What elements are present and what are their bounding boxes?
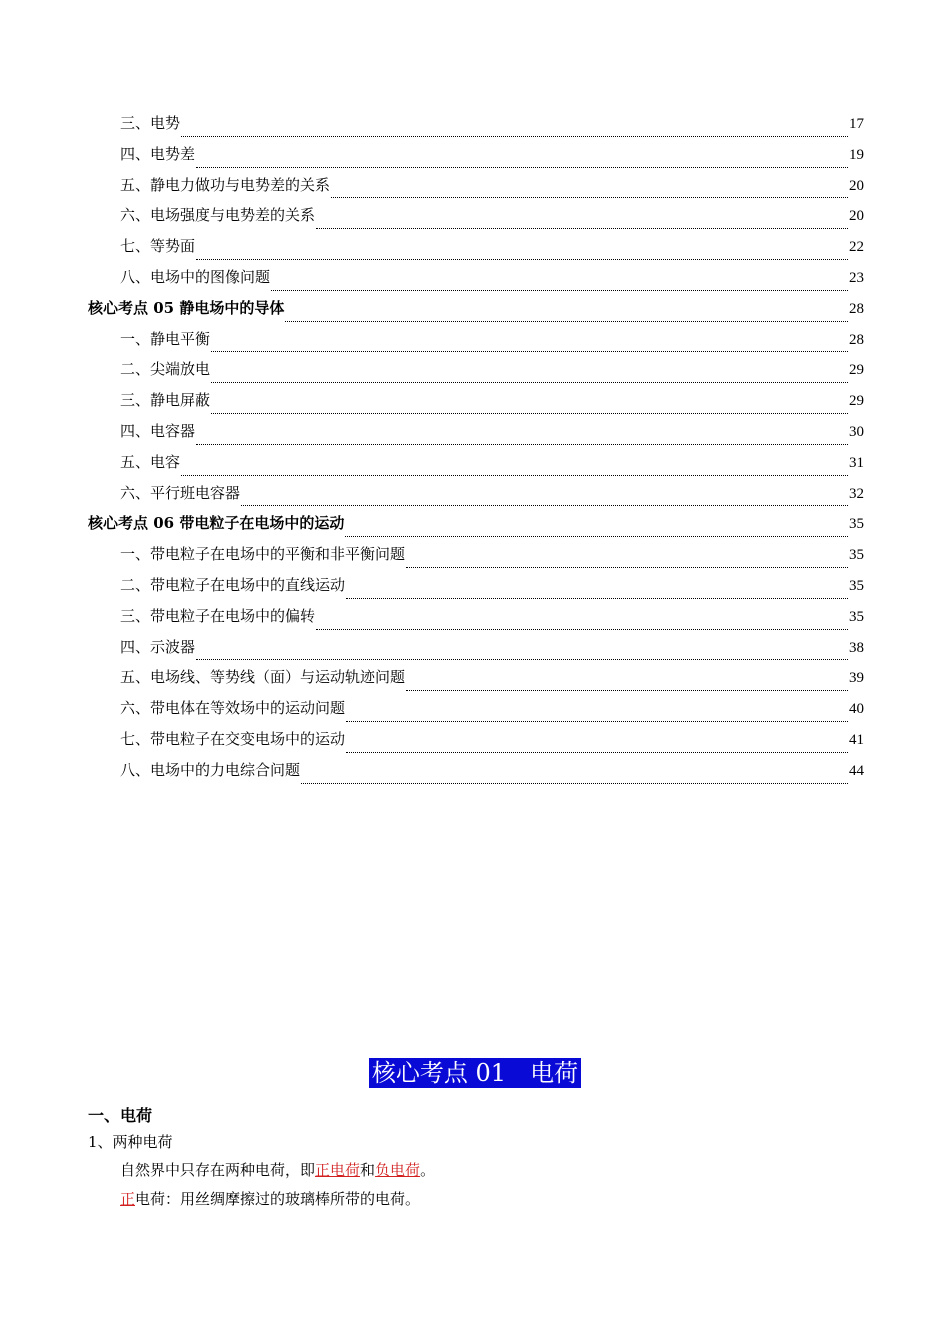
toc-entry[interactable] xyxy=(88,666,864,697)
toc-entry[interactable] xyxy=(88,358,864,389)
toc-page-number: 17 xyxy=(849,116,864,132)
toc-page-number: 40 xyxy=(849,701,864,718)
toc-entry[interactable] xyxy=(88,759,864,790)
toc-page-number: 28 xyxy=(849,331,864,348)
toc-page-number: 35 xyxy=(849,577,864,594)
toc-leader-dots xyxy=(196,167,848,168)
toc-entry-title: 三、静电屏蔽 xyxy=(120,391,211,410)
toc-entry[interactable] xyxy=(88,512,864,543)
toc-leader-dots xyxy=(196,659,848,660)
toc-entry-title: 四、电势差 xyxy=(120,144,196,163)
toc-leader-dots xyxy=(181,136,848,137)
toc-page-number: 41 xyxy=(849,731,864,748)
toc-entry-title: 一、静电平衡 xyxy=(120,329,211,348)
toc-entry-title: 七、等势面 xyxy=(120,237,196,256)
toc-page-number: 31 xyxy=(849,454,864,471)
toc-leader-dots xyxy=(285,321,848,322)
toc-leader-dots xyxy=(271,290,848,291)
toc-entry[interactable] xyxy=(88,420,864,451)
toc-leader-dots xyxy=(345,536,848,537)
toc-entry[interactable] xyxy=(88,235,864,266)
paragraph-text: 自然界中只存在两种电荷，即 xyxy=(120,1161,316,1179)
heading-charge: 一、电荷 xyxy=(88,1106,153,1125)
toc-entry[interactable] xyxy=(88,636,864,667)
toc-entry-title: 核心考点 05 静电场中的导体 xyxy=(88,298,285,317)
toc-entry[interactable] xyxy=(88,328,864,359)
toc-entry[interactable] xyxy=(88,143,864,174)
toc-page-number: 44 xyxy=(849,762,864,779)
toc-leader-dots xyxy=(211,351,848,352)
toc-entry-title: 七、带电粒子在交变电场中的运动 xyxy=(120,729,346,748)
toc-entry-title: 一、带电粒子在电场中的平衡和非平衡问题 xyxy=(120,545,406,564)
toc-leader-dots xyxy=(331,197,848,198)
toc-page-number: 38 xyxy=(849,639,864,656)
toc-page-number: 35 xyxy=(849,547,864,564)
toc-entry-title: 核心考点 06 带电粒子在电场中的运动 xyxy=(88,514,345,533)
toc-entry-title: 三、带电粒子在电场中的偏转 xyxy=(120,606,316,625)
toc-entry-title: 六、带电体在等效场中的运动问题 xyxy=(120,699,346,718)
toc-page-number: 30 xyxy=(849,423,864,440)
toc-entry[interactable] xyxy=(88,112,864,143)
toc-entry-title: 六、电场强度与电势差的关系 xyxy=(120,206,316,225)
toc-entry[interactable] xyxy=(88,297,864,328)
term-positive-charge: 正电荷 xyxy=(315,1161,361,1179)
toc-leader-dots xyxy=(211,413,848,414)
toc-leader-dots xyxy=(346,721,848,722)
toc-entry-title: 五、电场线、等势线（面）与运动轨迹问题 xyxy=(120,668,406,687)
toc-entry-title: 八、电场中的力电综合问题 xyxy=(120,760,301,779)
subheading-two-charges: 1、两种电荷 xyxy=(88,1133,173,1151)
toc-entry-title: 三、电势 xyxy=(120,114,181,132)
toc-page-number: 23 xyxy=(849,269,864,286)
toc-entry-title: 四、示波器 xyxy=(120,637,196,656)
toc-page-number: 22 xyxy=(849,239,864,256)
toc-entry[interactable] xyxy=(88,482,864,513)
toc-entry[interactable] xyxy=(88,389,864,420)
toc-entry[interactable] xyxy=(88,266,864,297)
section-title-text: 核心考点 01 电荷 xyxy=(369,1058,581,1088)
toc-page-number: 35 xyxy=(849,608,864,625)
toc-leader-dots xyxy=(346,598,848,599)
toc-entry-title: 二、尖端放电 xyxy=(120,360,211,379)
toc-entry-title: 二、带电粒子在电场中的直线运动 xyxy=(120,575,346,594)
paragraph-text: 和 xyxy=(360,1161,376,1179)
toc-entry-title: 四、电容器 xyxy=(120,421,196,440)
toc-leader-dots xyxy=(346,752,848,753)
toc-page-number: 19 xyxy=(849,146,864,163)
paragraph-text: 电荷：用丝绸摩擦过的玻璃棒所带的电荷。 xyxy=(135,1190,421,1208)
toc-entry[interactable] xyxy=(88,605,864,636)
paragraph-positive-definition xyxy=(120,1188,420,1209)
toc-leader-dots xyxy=(241,505,848,506)
toc-leader-dots xyxy=(211,382,848,383)
toc-entry[interactable] xyxy=(88,451,864,482)
toc-entry-title: 五、电容 xyxy=(120,452,181,471)
toc-page-number: 32 xyxy=(849,485,864,502)
toc-leader-dots xyxy=(196,259,848,260)
toc-page-number: 39 xyxy=(849,670,864,687)
toc-entry[interactable] xyxy=(88,697,864,728)
toc-entry[interactable] xyxy=(88,728,864,759)
toc-leader-dots xyxy=(406,567,848,568)
toc-entry-title: 六、平行班电容器 xyxy=(120,483,241,502)
toc-leader-dots xyxy=(181,475,848,476)
term-negative-charge: 负电荷 xyxy=(375,1161,421,1179)
toc-page-number: 29 xyxy=(849,362,864,379)
toc-entry[interactable] xyxy=(88,543,864,574)
toc-leader-dots xyxy=(316,228,848,229)
toc-entry[interactable] xyxy=(88,174,864,205)
toc-leader-dots xyxy=(406,690,848,691)
toc-leader-dots xyxy=(196,444,848,445)
paragraph-text: 。 xyxy=(420,1161,436,1179)
toc-entry[interactable] xyxy=(88,204,864,235)
toc-page-number: 20 xyxy=(849,208,864,225)
toc-entry[interactable] xyxy=(88,574,864,605)
paragraph-two-charges xyxy=(120,1159,435,1180)
table-of-contents xyxy=(88,112,864,790)
toc-page-number: 28 xyxy=(849,300,864,317)
toc-leader-dots xyxy=(301,783,848,784)
toc-leader-dots xyxy=(316,629,848,630)
toc-page-number: 29 xyxy=(849,393,864,410)
toc-page-number: 20 xyxy=(849,177,864,194)
section-title xyxy=(0,1058,950,1088)
toc-entry-title: 五、静电力做功与电势差的关系 xyxy=(120,175,331,194)
toc-entry-title: 八、电场中的图像问题 xyxy=(120,267,271,286)
toc-page-number: 35 xyxy=(849,516,864,533)
term-positive: 正 xyxy=(120,1190,136,1208)
